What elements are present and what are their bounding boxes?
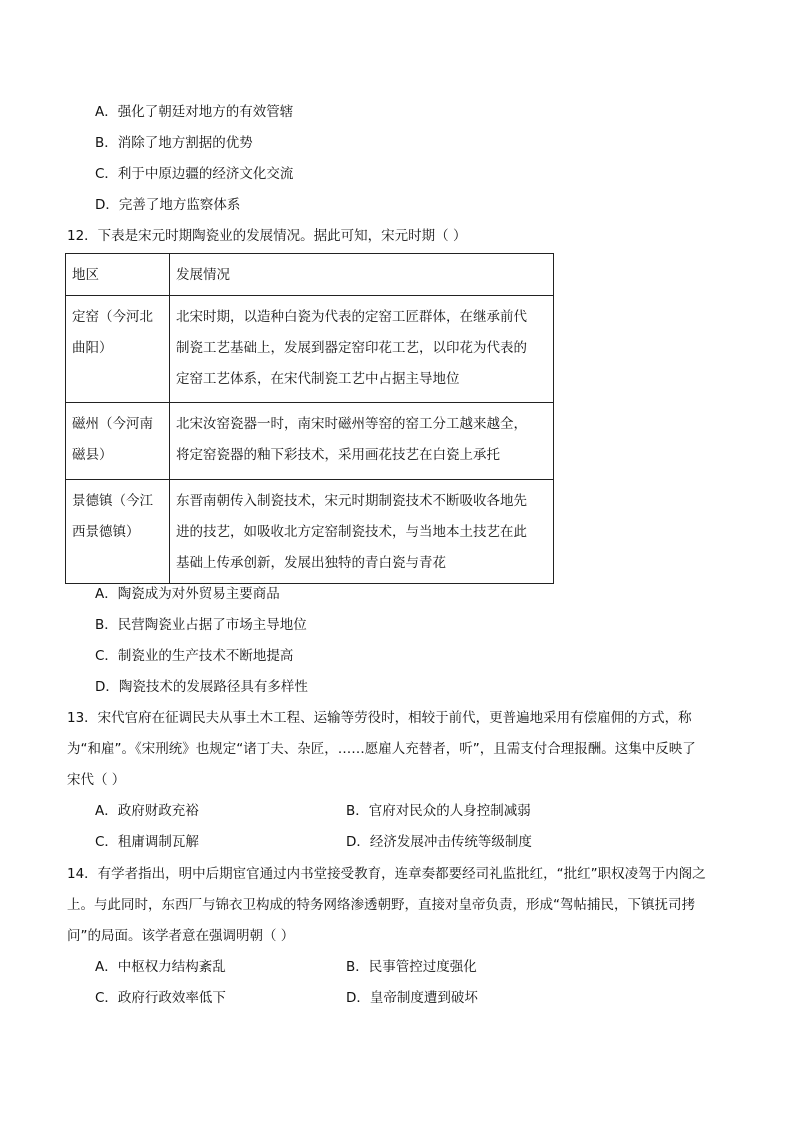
q13-stem-line: 为“和雇”。《宋刑统》也规定“诸丁夫、杂匠，……愿雇人充替者，听”，且需支付合理报酬。这集中反映了 — [67, 741, 696, 757]
table-header-row — [66, 254, 554, 296]
q13-stem-line: 宋代（ ） — [67, 772, 126, 788]
q12-option-c: C．制瓷业的生产技术不断地提高 — [95, 648, 294, 664]
q12-option-a: A．陶瓷成为对外贸易主要商品 — [95, 586, 280, 602]
q12-option-d: D．陶瓷技术的发展路径具有多样性 — [95, 679, 308, 695]
q11-option-a: A．强化了朝廷对地方的有效管辖 — [95, 104, 294, 120]
q13-option-d: D．经济发展冲击传统等级制度 — [346, 834, 532, 850]
table-cell-desc: 北宋汝窑瓷器一时，南宋时磁州等窑的窑工分工越来越全， 将定窑瓷器的釉下彩技术，采用画花技艺在白瓷上承托 — [170, 403, 554, 480]
table-cell-desc: 东晋南朝传入制瓷技术，宋元时期制瓷技术不断吸收各地先 进的技艺，如吸收北方定窑制瓷技术，与当地本土技艺在此 基础上传承创新，发展出独特的青白瓷与青花 — [170, 480, 554, 584]
table-cell-desc: 北宋时期，以造种白瓷为代表的定窑工匠群体，在继承前代 制瓷工艺基础上，发展到器定窑印花工艺，以印花为代表的 定窑工艺体系，在宋代制瓷工艺中占据主导地位 — [170, 296, 554, 403]
q11-option-c: C．利于中原边疆的经济文化交流 — [95, 166, 294, 182]
q13-stem-line: 13．宋代官府在征调民夫从事土木工程、运输等劳役时，相较于前代，更普遍地采用有偿雇佣的方式，称 — [67, 710, 692, 726]
table-header-development: 发展情况 — [170, 254, 554, 296]
table-row — [66, 403, 554, 480]
q13-option-a: A．政府财政充裕 — [95, 803, 199, 819]
q11-option-b: B．消除了地方割据的优势 — [95, 135, 253, 151]
q12-stem: 12．下表是宋元时期陶瓷业的发展情况。据此可知，宋元时期（ ） — [67, 228, 467, 244]
table-row — [66, 296, 554, 403]
q13-option-b: B．官府对民众的人身控制减弱 — [346, 803, 531, 819]
development-table — [65, 253, 554, 584]
table-cell-region: 景德镇（今江 西景德镇） — [66, 480, 170, 584]
q13-option-c: C．租庸调制瓦解 — [95, 834, 199, 850]
q14-stem-line: 问”的局面。该学者意在强调明朝（ ） — [67, 928, 295, 944]
q14-option-c: C．政府行政效率低下 — [95, 990, 226, 1006]
q12-option-b: B．民营陶瓷业占据了市场主导地位 — [95, 617, 307, 633]
q14-option-a: A．中枢权力结构紊乱 — [95, 959, 226, 975]
q14-stem-line: 14．有学者指出，明中后期宦官通过内书堂接受教育，连章奏都要经司礼监批红，“批红”职权凌驾于内阁之 — [67, 866, 706, 882]
q14-option-d: D．皇帝制度遭到破坏 — [346, 990, 478, 1006]
q14-stem-line: 上。与此同时，东西厂与锦衣卫构成的特务网络渗透朝野，直接对皇帝负责，形成“驾帖捕民，下镇抚司拷 — [67, 897, 695, 913]
q11-option-d: D．完善了地方监察体系 — [95, 197, 241, 213]
table-row — [66, 480, 554, 584]
table-header-region: 地区 — [66, 254, 170, 296]
q14-option-b: B．民事管控过度强化 — [346, 959, 477, 975]
table-cell-region: 磁州（今河南 磁县） — [66, 403, 170, 480]
table-cell-region: 定窑（今河北 曲阳） — [66, 296, 170, 403]
